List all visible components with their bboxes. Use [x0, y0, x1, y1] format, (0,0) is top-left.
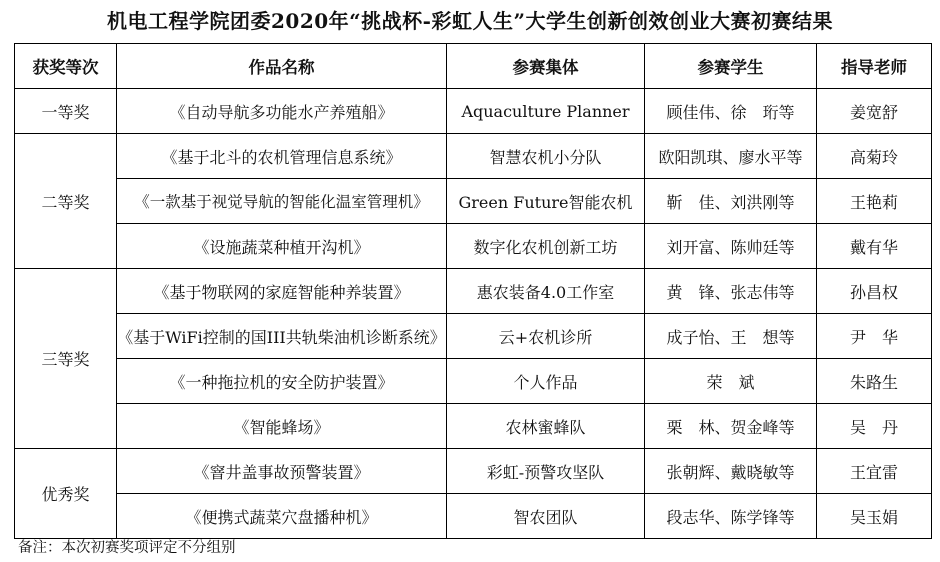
team-name: Green Future智能农机 — [447, 179, 645, 224]
award-tier-third: 三等奖 — [15, 269, 117, 449]
table-row — [15, 224, 932, 269]
table-row — [15, 494, 932, 539]
work-name: 《基于物联网的家庭智能种养装置》 — [117, 269, 447, 314]
students: 黄 锋、张志伟等 — [645, 269, 817, 314]
advisor: 王宜雷 — [817, 449, 932, 494]
students: 刘开富、陈帅廷等 — [645, 224, 817, 269]
students: 栗 林、贺金峰等 — [645, 404, 817, 449]
award-tier-second: 二等奖 — [15, 134, 117, 269]
table-row — [15, 449, 932, 494]
students: 顾佳伟、徐 珩等 — [645, 89, 817, 134]
results-table — [14, 43, 932, 539]
header-award: 获奖等次 — [15, 44, 117, 89]
footnote: 备注：本次初赛奖项评定不分组别 — [18, 540, 236, 556]
team-name: 数字化农机创新工坊 — [447, 224, 645, 269]
students: 段志华、陈学锋等 — [645, 494, 817, 539]
advisor: 朱路生 — [817, 359, 932, 404]
work-name: 《基于WiFi控制的国III共轨柴油机诊断系统》 — [117, 314, 447, 359]
header-team: 参赛集体 — [447, 44, 645, 89]
team-name: Aquaculture Planner — [447, 89, 645, 134]
advisor: 高菊玲 — [817, 134, 932, 179]
advisor: 吴 丹 — [817, 404, 932, 449]
advisor: 吴玉娟 — [817, 494, 932, 539]
team-name: 智农团队 — [447, 494, 645, 539]
work-name: 《便携式蔬菜穴盘播种机》 — [117, 494, 447, 539]
table-row — [15, 314, 932, 359]
table-row — [15, 89, 932, 134]
work-name: 《一种拖拉机的安全防护装置》 — [117, 359, 447, 404]
work-name: 《基于北斗的农机管理信息系统》 — [117, 134, 447, 179]
team-name: 惠农装备4.0工作室 — [447, 269, 645, 314]
header-work: 作品名称 — [117, 44, 447, 89]
team-name: 彩虹-预警攻坚队 — [447, 449, 645, 494]
students: 欧阳凯琪、廖水平等 — [645, 134, 817, 179]
award-tier-first: 一等奖 — [15, 89, 117, 134]
advisor: 孙昌权 — [817, 269, 932, 314]
table-row — [15, 134, 932, 179]
team-name: 智慧农机小分队 — [447, 134, 645, 179]
header-students: 参赛学生 — [645, 44, 817, 89]
work-name: 《自动导航多功能水产养殖船》 — [117, 89, 447, 134]
advisor: 姜宽舒 — [817, 89, 932, 134]
work-name: 《一款基于视觉导航的智能化温室管理机》 — [117, 179, 447, 224]
table-row — [15, 179, 932, 224]
students: 靳 佳、刘洪刚等 — [645, 179, 817, 224]
advisor: 戴有华 — [817, 224, 932, 269]
header-advisor: 指导老师 — [817, 44, 932, 89]
table-row — [15, 359, 932, 404]
header-row — [15, 44, 932, 89]
students: 张朝辉、戴晓敏等 — [645, 449, 817, 494]
table-row — [15, 404, 932, 449]
advisor: 尹 华 — [817, 314, 932, 359]
award-tier-excellence: 优秀奖 — [15, 449, 117, 539]
advisor: 王艳莉 — [817, 179, 932, 224]
team-name: 个人作品 — [447, 359, 645, 404]
team-name: 农林蜜蜂队 — [447, 404, 645, 449]
work-name: 《窨井盖事故预警装置》 — [117, 449, 447, 494]
work-name: 《设施蔬菜种植开沟机》 — [117, 224, 447, 269]
table-row — [15, 269, 932, 314]
work-name: 《智能蜂场》 — [117, 404, 447, 449]
students: 荣 斌 — [645, 359, 817, 404]
students: 成子怡、王 想等 — [645, 314, 817, 359]
page-title: 机电工程学院团委2020年“挑战杯-彩虹人生”大学生创新创效创业大赛初赛结果 — [107, 9, 833, 33]
team-name: 云+农机诊所 — [447, 314, 645, 359]
